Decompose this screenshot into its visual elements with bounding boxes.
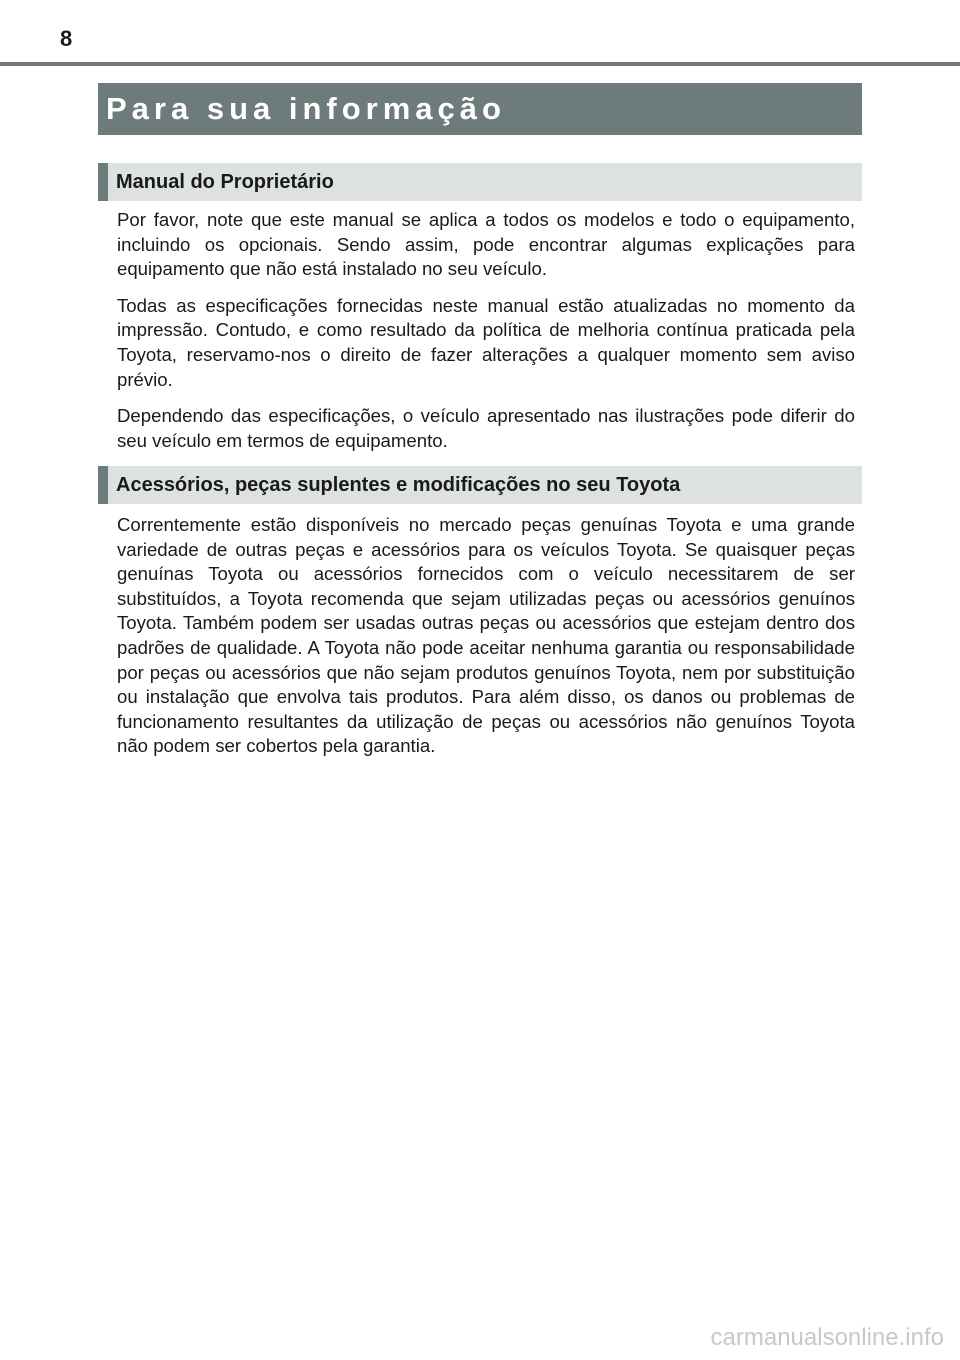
page-title: Para sua informação <box>106 91 506 126</box>
header-rule <box>0 62 960 66</box>
page-number: 8 <box>60 26 73 51</box>
paragraph: Por favor, note que este manual se aplica a todos os modelos e todo o equipamento, incluindo os opcionais. Sendo assim, pode encontrar algumas explicações para equipamento que não está instalado no seu veículo. <box>117 209 855 280</box>
section-heading-accessories <box>98 466 862 504</box>
section-body-manual <box>117 208 855 465</box>
paragraph: Correntemente estão disponíveis no mercado peças genuínas Toyota e uma grande variedade de outras peças e acessórios para os veículos Toyota. Se quaisquer peças genuínas Toyota ou acessórios fornecidos com o veículo necessitarem de ser substituídos, a Toyota recomenda que sejam utilizadas peças ou acessórios genuínos Toyota. Também podem ser usadas outras peças ou acessórios que estejam dentro dos padrões de qualidade. A Toyota não pode aceitar nenhuma garantia ou responsabilidade por peças ou acessórios que não sejam produtos genuínos Toyota, nem por substituição ou instalação que envolva tais produtos. Para além disso, os danos ou problemas de funcionamento resultantes da utilização de peças ou acessórios não genuínos Toyota não podem ser cobertos pela garantia. <box>117 514 855 757</box>
section-body-accessories <box>117 513 855 771</box>
section-heading-manual <box>98 163 862 201</box>
section-heading-text: Acessórios, peças suplentes e modificações no seu Toyota <box>116 473 681 496</box>
watermark: carmanualsonline.info <box>710 1324 944 1351</box>
paragraph: Todas as especificações fornecidas neste manual estão atualizadas no momento da impressão. Contudo, e como resultado da política de melhoria contínua praticada pela Toyota, reservamo-nos o direito de fazer alterações a qualquer momento sem aviso prévio. <box>117 294 855 390</box>
page-title-bar <box>98 83 862 135</box>
paragraph: Dependendo das especificações, o veículo apresentado nas ilustrações pode diferir do seu veículo em termos de equipamento. <box>117 405 855 451</box>
section-heading-text: Manual do Proprietário <box>116 170 334 193</box>
